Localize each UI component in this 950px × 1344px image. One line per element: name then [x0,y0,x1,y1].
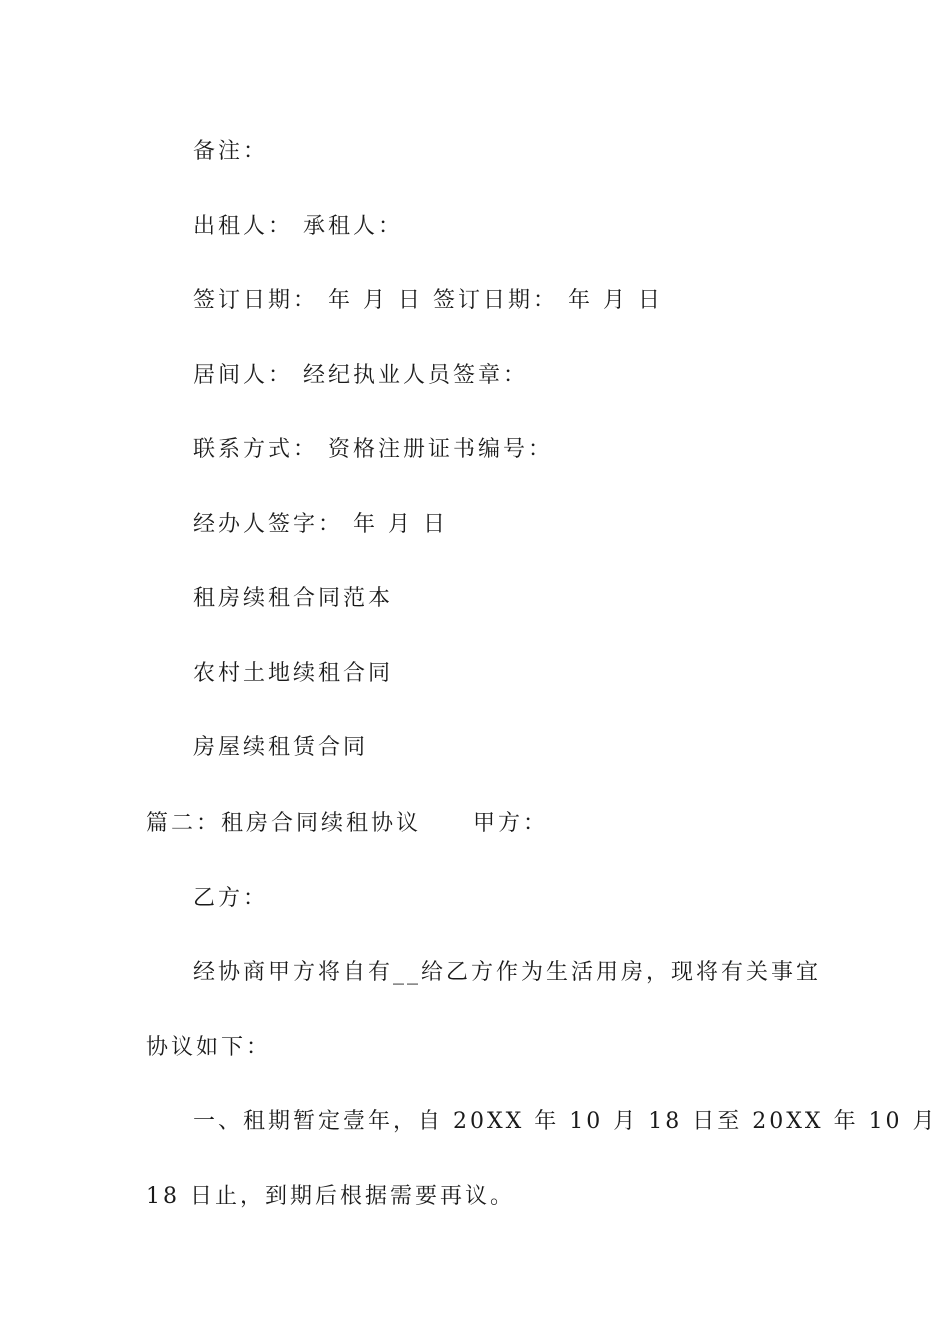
handler-signature-line: 经办人签字： 年 月 日 [193,512,448,537]
signing-date-line: 签订日期： 年 月 日 签订日期： 年 月 日 [193,288,663,313]
related-link-3: 房屋续租赁合同 [193,735,369,760]
section-heading-line [146,809,548,839]
party-b-line: 乙方： [193,886,269,911]
section-title: 篇二：租房合同续租协议 [146,811,422,836]
paragraph-1-line-1: 经协商甲方将自有__给乙方作为生活用房，现将有关事宜 [193,960,822,985]
contact-line: 联系方式： 资格注册证书编号： [193,437,553,462]
paragraph-2-line-1: 一、租期暂定壹年，自 20XX 年 10 月 18 日至 20XX 年 10 月 [193,1109,938,1134]
related-link-1: 租房续租合同范本 [193,586,394,611]
paragraph-1-line-2: 协议如下： [146,1035,272,1060]
lessor-lessee-line: 出租人： 承租人： [193,214,403,239]
related-link-2: 农村土地续租合同 [193,661,394,686]
remarks-line: 备注： [193,139,269,164]
intermediary-line: 居间人： 经纪执业人员签章： [193,363,528,388]
party-a-label: 甲方： [473,811,549,836]
paragraph-2-line-2: 18 日止，到期后根据需要再议。 [146,1184,515,1209]
